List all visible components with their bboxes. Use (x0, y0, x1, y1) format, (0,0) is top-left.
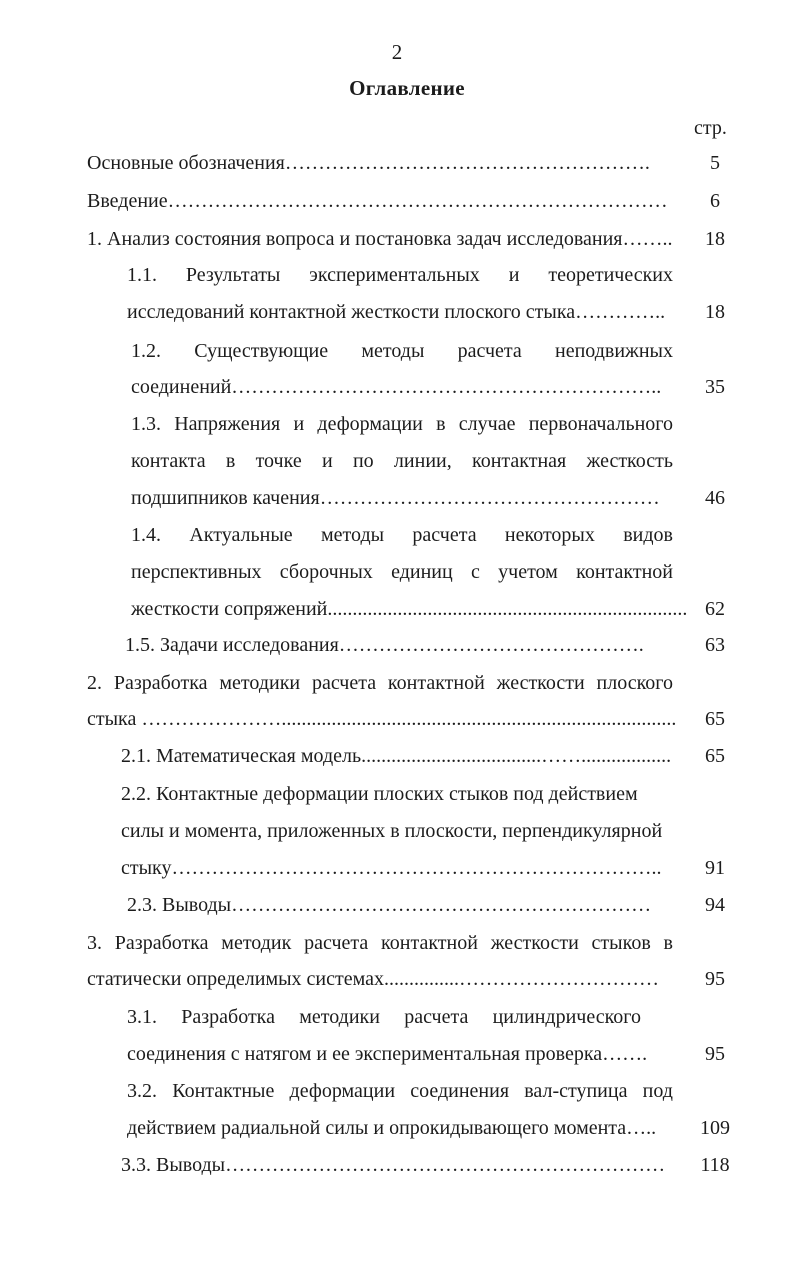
toc-entry-page: 109 (700, 1117, 730, 1139)
toc-entry-line: 3.1. Разработка методики расчета цилиндрического (127, 1006, 641, 1028)
toc-title: Оглавление (349, 76, 465, 100)
toc-entry-line: 1. Анализ состояния вопроса и постановка задач исследования…….. (87, 228, 673, 250)
toc-entry-line: действием радиальной силы и опрокидывающего момента….. (127, 1117, 657, 1139)
toc-entry-page: 65 (705, 708, 725, 730)
toc-entry-line: жесткости сопряжений........................................................................ (131, 598, 688, 620)
toc-entry-line: подшипников качения…………………………………………… (131, 487, 660, 509)
toc-entry-line: стыку……………………………………………………………….. (121, 857, 662, 879)
toc-entry-page: 62 (705, 598, 725, 620)
toc-entry-page: 95 (705, 968, 725, 990)
toc-entry-line: 2. Разработка методики расчета контактной жесткости плоского (87, 672, 673, 694)
page-column-label: стр. (694, 117, 727, 139)
toc-entry-line: исследований контактной жесткости плоского стыка………….. (127, 301, 666, 323)
toc-entry-line: 1.3. Напряжения и деформации в случае первоначального (131, 413, 673, 435)
toc-entry-page: 65 (705, 745, 725, 767)
toc-entry-line: стыка …………………............................................................................... (87, 708, 677, 730)
toc-entry-line: 3.2. Контактные деформации соединения вал-ступица под (127, 1080, 673, 1102)
toc-entry-line: контакта в точке и по линии, контактная жесткость (131, 450, 673, 472)
toc-entry-page: 118 (700, 1154, 730, 1176)
toc-entry-line: 2.3. Выводы……………………………………………………… (127, 894, 652, 916)
toc-entry-page: 18 (705, 301, 725, 323)
toc-entry-line: Основные обозначения………………………………………………. (87, 152, 650, 174)
toc-entry-line: 1.5. Задачи исследования………………………………………. (125, 634, 644, 656)
toc-entry-line: 1.4. Актуальные методы расчета некоторых видов (131, 524, 673, 546)
toc-entry-line: 3.3. Выводы………………………………………………………… (121, 1154, 666, 1176)
toc-entry-line: статически определимых системах...............………………………… (87, 968, 660, 990)
toc-entry-page: 5 (710, 152, 720, 174)
toc-entry-line: 1.2. Существующие методы расчета неподвижных (131, 340, 673, 362)
toc-entry-line: силы и момента, приложенных в плоскости, перпендикулярной (121, 820, 663, 842)
toc-entry-line: Введение………………………………………………………………… (87, 190, 668, 212)
toc-entry-line: перспективных сборочных единиц с учетом контактной (131, 561, 673, 583)
toc-entry-line: 3. Разработка методик расчета контактной жесткости стыков в (87, 932, 673, 954)
toc-entry-line: соединения с натягом и ее экспериментальная проверка……. (127, 1043, 648, 1065)
toc-entry-page: 18 (705, 228, 725, 250)
toc-entry-page: 35 (705, 376, 725, 398)
toc-entry-line: соединений……………………………………………………….. (131, 376, 662, 398)
toc-entry-page: 94 (705, 894, 725, 916)
toc-entry-page: 6 (710, 190, 720, 212)
toc-entry-line: 1.1. Результаты экспериментальных и теоретических (127, 264, 673, 286)
toc-entry-page: 46 (705, 487, 725, 509)
toc-entry-line: 2.2. Контактные деформации плоских стыков под действием (121, 783, 638, 805)
toc-entry-page: 95 (705, 1043, 725, 1065)
toc-entry-page: 63 (705, 634, 725, 656)
toc-entry-line: 2.1. Математическая модель....................................…….................. (121, 745, 672, 767)
page-number: 2 (391, 40, 403, 64)
toc-entry-page: 91 (705, 857, 725, 879)
